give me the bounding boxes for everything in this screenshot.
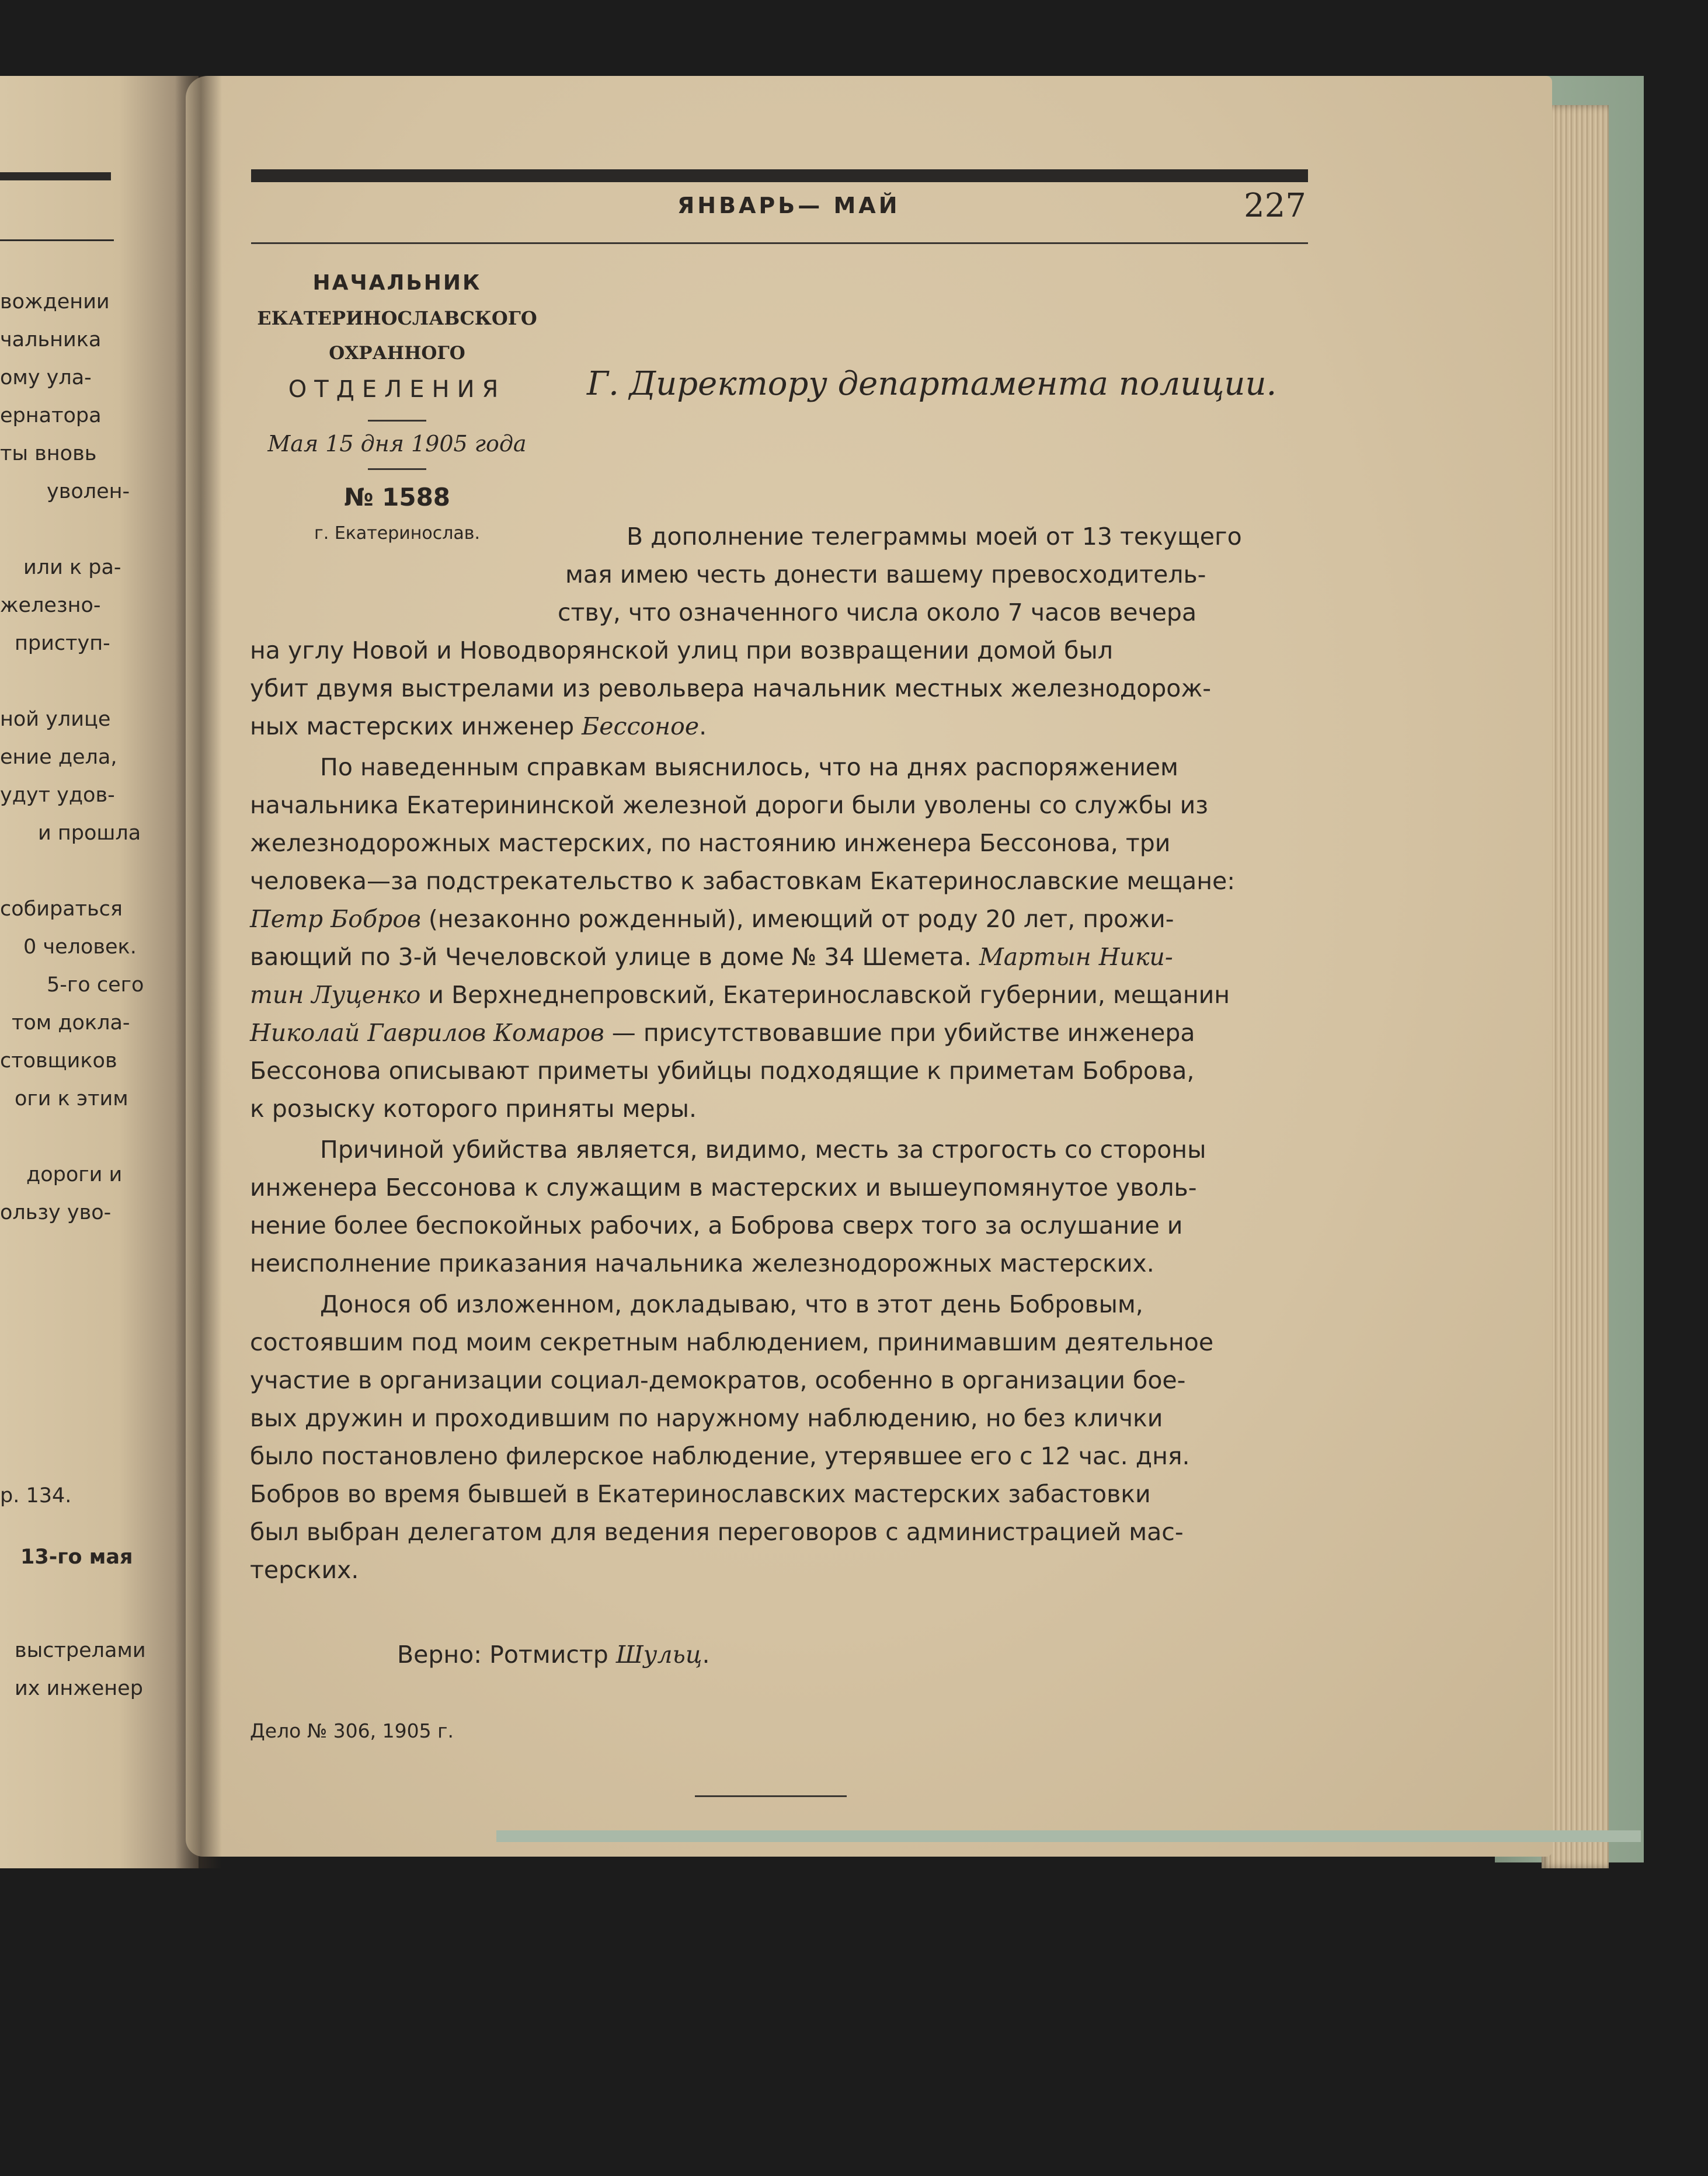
- body-line: В дополнение телеграммы моей от 13 текущего: [627, 523, 1242, 551]
- signature-prefix: Верно: Ротмистр: [397, 1641, 616, 1669]
- left-line: уволен-: [47, 480, 130, 503]
- left-line: вождении: [0, 290, 110, 314]
- body-line: вых дружин и проходившим по наружному наблюдению, но без клички: [250, 1404, 1163, 1432]
- body-line: мая имею честь донести вашему превосходитель-: [565, 560, 1206, 589]
- body-line: был выбран делегатом для ведения переговоров с администрацией мас-: [250, 1518, 1184, 1546]
- sender-rule: [368, 420, 426, 422]
- body-line: терских.: [250, 1556, 359, 1584]
- signature-line: [397, 1641, 710, 1669]
- signature-suffix: .: [702, 1641, 710, 1669]
- body-text: ных мастерских инженер: [250, 712, 582, 740]
- left-line: 0 человек.: [23, 935, 137, 959]
- sender-rule: [368, 468, 426, 470]
- left-line: собираться: [0, 897, 123, 921]
- left-line: чальника: [0, 328, 102, 351]
- left-page: [0, 76, 199, 1868]
- left-line: железно-: [0, 594, 101, 617]
- signatory-name: Шульц: [615, 1641, 702, 1669]
- left-line: р. 134.: [0, 1484, 72, 1507]
- left-line: удут удов-: [0, 784, 115, 807]
- letter-city: г. Екатеринослав.: [314, 523, 480, 544]
- body-line: ству, что означенного числа около 7 часов вечера: [558, 598, 1197, 626]
- left-line: оги к этим: [15, 1087, 128, 1110]
- left-line: ение дела,: [0, 746, 117, 769]
- addressee: Г. Директору департамента полиции.: [587, 365, 1277, 403]
- left-line: или к ра-: [23, 556, 121, 579]
- person-name: тин Луценко: [250, 981, 421, 1009]
- body-text: и Верхнеднепровский, Екатеринославской губернии, мещанин: [420, 981, 1230, 1009]
- running-head: ЯНВАРЬ— МАЙ: [677, 193, 900, 218]
- body-text: .: [699, 712, 707, 740]
- body-line: убит двумя выстрелами из револьвера начальник местных железнодорож-: [250, 674, 1212, 702]
- body-line: человека—за подстрекательство к забастовкам Екатеринославские мещане:: [250, 867, 1236, 895]
- archive-reference: Дело № 306, 1905 г.: [250, 1719, 454, 1742]
- body-line: состоявшим под моим секретным наблюдением, принимавшим деятельное: [250, 1328, 1214, 1356]
- end-rule: [695, 1795, 847, 1797]
- body-text: (незаконно рожденный), имеющий от роду 20 лет, прожи-: [420, 905, 1174, 933]
- body-line: участие в организации социал-демократов, особенно в организации бое-: [250, 1366, 1186, 1394]
- sender-city-name: ЕКАТЕРИНОСЛАВСКОГО: [257, 307, 537, 329]
- left-line: стовщиков: [0, 1049, 117, 1073]
- body-line: [250, 1019, 1195, 1047]
- left-line: 5-го сего: [47, 973, 144, 997]
- left-line: ты вновь: [0, 442, 97, 465]
- left-line: и прошла: [38, 821, 141, 845]
- body-line: [250, 981, 1230, 1009]
- left-line: ной улице: [0, 708, 111, 731]
- left-line: ользу уво-: [0, 1201, 112, 1224]
- body-line: [250, 712, 707, 740]
- page-number: 227: [1244, 187, 1306, 225]
- book-gutter-shadow: [175, 76, 222, 1868]
- person-name: Мартын Ники-: [979, 943, 1173, 971]
- left-line: том докла-: [12, 1011, 130, 1035]
- body-line: неисполнение приказания начальника железнодорожных мастерских.: [250, 1249, 1154, 1277]
- body-line: Причиной убийства является, видимо, месть за строгость со стороны: [320, 1136, 1206, 1164]
- sender-department: ОТДЕЛЕНИЯ: [288, 376, 506, 403]
- person-name: Бессоное: [582, 712, 700, 740]
- left-line: дороги и: [26, 1163, 123, 1186]
- left-line: их инженер: [15, 1677, 143, 1700]
- header-thin-rule: [251, 242, 1308, 244]
- left-line: приступ-: [15, 632, 110, 655]
- body-line: на углу Новой и Новодворянской улиц при возвращении домой был: [250, 636, 1114, 664]
- body-line: к розыску которого приняты меры.: [250, 1095, 697, 1123]
- body-line: Бобров во время бывшей в Екатеринославских мастерских забастовки: [250, 1480, 1151, 1508]
- left-line: выстрелами: [15, 1639, 146, 1662]
- left-line: ернатора: [0, 404, 102, 427]
- sender-block: [251, 266, 543, 544]
- body-line: железнодорожных мастерских, по настоянию инженера Бессонова, три: [250, 829, 1171, 857]
- sender-office-type: ОХРАННОГО: [329, 343, 465, 364]
- body-line: начальника Екатерининской железной дороги были уволены со службы из: [250, 791, 1209, 819]
- body-line: [250, 943, 1173, 971]
- letter-date: Мая 15 дня 1905 года: [267, 431, 527, 457]
- body-line: инженера Бессонова к служащим в мастерских и вышеупомянутое уволь-: [250, 1174, 1197, 1202]
- left-header-thin-rule: [0, 239, 114, 241]
- header-thick-rule: [251, 169, 1308, 182]
- sender-title: НАЧАЛЬНИК: [312, 271, 482, 295]
- body-line: По наведенным справкам выяснилось, что на днях распоряжением: [320, 753, 1178, 781]
- body-line: было постановлено филерское наблюдение, утерявшее его с 12 час. дня.: [250, 1442, 1190, 1470]
- person-name: Николай Гаврилов Комаров: [250, 1019, 604, 1047]
- body-line: нение более беспокойных рабочих, а Боброва сверх того за ослушание и: [250, 1211, 1183, 1240]
- body-line: [250, 905, 1174, 933]
- letter-number: № 1588: [343, 483, 451, 511]
- page-bottom-strip: [496, 1830, 1641, 1842]
- body-text: — присутствовавшие при убийстве инженера: [604, 1019, 1195, 1047]
- body-line: Бессонова описывают приметы убийцы подходящие к приметам Боброва,: [250, 1057, 1195, 1085]
- body-text: вающий по 3-й Чечеловской улице в доме № 34 Шемета.: [250, 943, 979, 971]
- left-line: ому ула-: [0, 366, 92, 389]
- left-header-rule: [0, 172, 111, 180]
- left-line: 13-го мая: [20, 1545, 133, 1569]
- body-line: Донося об изложенном, докладываю, что в этот день Бобровым,: [320, 1290, 1143, 1318]
- person-name: Петр Бобров: [250, 905, 421, 933]
